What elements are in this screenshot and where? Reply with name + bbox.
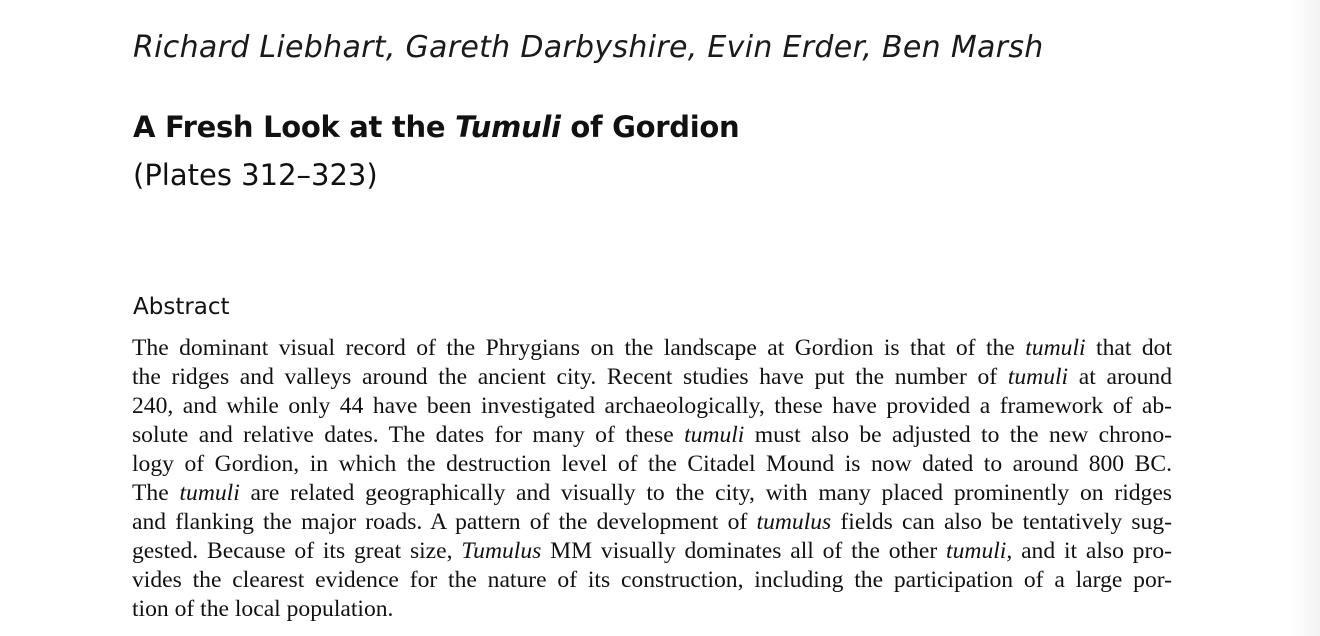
abstract-body bbox=[132, 334, 1172, 624]
plates-reference: (Plates 312–323) bbox=[133, 158, 378, 192]
abstract-italic-term: tumuli, bbox=[946, 538, 1013, 564]
abstract-line bbox=[132, 566, 1172, 595]
abstract-italic-term: tumuli bbox=[179, 480, 240, 506]
abstract-text: The dominant visual record of the Phrygians on the landscape at Gordion is that of the bbox=[132, 335, 1026, 361]
abstract-text: vides the clearest evidence for the nature of its construction, including the participation of a large por- bbox=[132, 567, 1172, 593]
abstract-text: logy of Gordion, in which the destruction level of the Citadel Mound is now dated to around 800 BC. bbox=[132, 451, 1172, 477]
abstract-text: tion of the local population. bbox=[132, 596, 394, 622]
abstract-text: and it also pro- bbox=[1012, 538, 1172, 564]
abstract-text: that dot bbox=[1085, 335, 1173, 361]
abstract-text: and flanking the major roads. A pattern of the development of bbox=[132, 509, 757, 535]
abstract-text: must also be adjusted to the new chrono- bbox=[744, 422, 1172, 448]
abstract-italic-term: tumuli bbox=[684, 422, 745, 448]
paper-title bbox=[133, 110, 739, 144]
abstract-italic-term: tumuli bbox=[1025, 335, 1086, 361]
abstract-text: 240, and while only 44 have been investigated archaeologically, these have provided a framework of ab- bbox=[132, 393, 1172, 419]
abstract-text: fields can also be tentatively sug- bbox=[831, 509, 1172, 535]
abstract-line bbox=[132, 508, 1172, 537]
abstract-italic-term: tumuli bbox=[1007, 364, 1069, 390]
abstract-line bbox=[132, 595, 1172, 624]
abstract-text: at around bbox=[1068, 364, 1172, 390]
page-edge-shadow bbox=[1290, 0, 1320, 636]
abstract-heading: Abstract bbox=[133, 294, 230, 320]
abstract-line bbox=[132, 363, 1172, 392]
abstract-italic-term: Tumulus bbox=[461, 538, 542, 564]
abstract-text: solute and relative dates. The dates for many of these bbox=[132, 422, 685, 448]
abstract-text: MM visually dominates all of the other bbox=[541, 538, 947, 564]
abstract-italic-term: tumulus bbox=[756, 509, 832, 535]
abstract-text: are related geographically and visually to the city, with many placed prominently on ridges bbox=[239, 480, 1172, 506]
author-list: Richard Liebhart, Gareth Darbyshire, Evin Erder, Ben Marsh bbox=[133, 30, 1044, 65]
abstract-line bbox=[132, 450, 1172, 479]
abstract-text: gested. Because of its great size, bbox=[132, 538, 462, 564]
abstract-text: The bbox=[132, 480, 180, 506]
abstract-line bbox=[132, 334, 1172, 363]
abstract-text: the ridges and valleys around the ancient city. Recent studies have put the number of bbox=[132, 364, 1008, 390]
abstract-line bbox=[132, 392, 1172, 421]
title-text-after: of Gordion bbox=[560, 110, 740, 144]
abstract-line bbox=[132, 537, 1172, 566]
title-text-italic: Tumuli bbox=[454, 110, 561, 144]
abstract-line bbox=[132, 421, 1172, 450]
abstract-line bbox=[132, 479, 1172, 508]
title-text-before: A Fresh Look at the bbox=[133, 110, 455, 144]
